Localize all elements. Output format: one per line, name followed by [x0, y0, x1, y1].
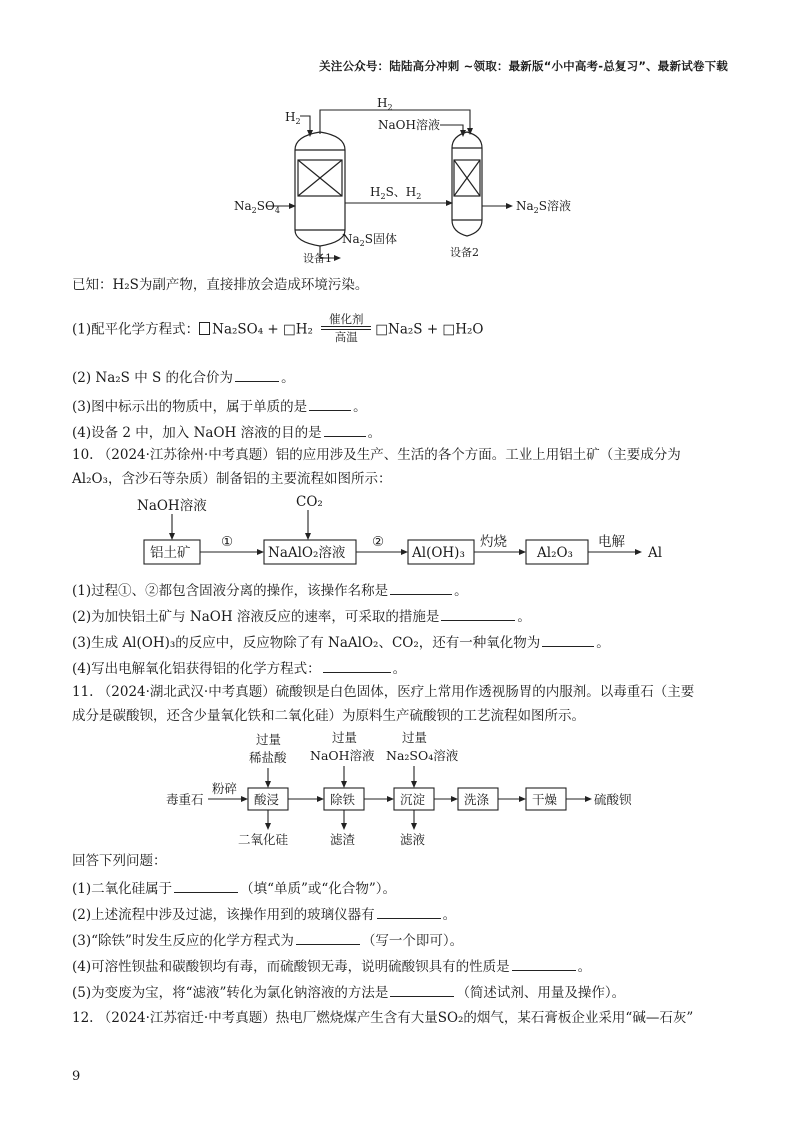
na2so4-amount-label: 过量: [402, 730, 428, 745]
device-1-label: 设备1: [303, 252, 332, 265]
silica-output-label: 二氧化硅: [238, 832, 289, 847]
h2s-h2-label: $H_2S$、$H_2$: [370, 185, 422, 201]
answer-blank[interactable]: [324, 422, 366, 437]
answer-blank[interactable]: [174, 878, 238, 893]
q11-part1: [72, 878, 396, 898]
reaction-condition: [321, 312, 371, 344]
answer-box[interactable]: [199, 322, 210, 335]
q11-answer-intro: 回答下列问题：: [72, 853, 167, 869]
q10-part1-text: (1)过程①、②都包含固液分离的操作，该操作名称是: [72, 583, 389, 599]
filtrate-output-label: 滤液: [400, 832, 426, 847]
bauxite-label: 铝土矿: [150, 545, 191, 561]
answer-blank[interactable]: [296, 930, 360, 945]
naoh-solution-label: NaOH溶液: [378, 118, 440, 132]
q10-part1-end: 。: [454, 583, 468, 599]
catalyst-label: 催化剂: [329, 312, 364, 326]
naoh-amount-label: 过量: [332, 730, 358, 745]
device-diagram: [0, 0, 800, 270]
page-header: 关注公众号：陆陆高分冲刺 ~领取：最新版“小中高考-总复习”、最新试卷下载: [319, 59, 728, 73]
q10-part3-end: 。: [596, 635, 610, 651]
crush-label: 粉碎: [212, 781, 238, 796]
q10-part2: [72, 606, 531, 626]
iron-removal-label: 除铁: [330, 792, 356, 807]
q11-part2-end: 。: [442, 907, 457, 923]
q11-part4: [72, 956, 591, 976]
na2s-solution-label: $Na_2S$溶液: [516, 199, 571, 215]
calcine-label: 灼烧: [480, 534, 507, 550]
q9-part2: [72, 367, 295, 387]
step-2-label: ②: [372, 534, 385, 550]
na2so4-reagent-label: Na₂SO₄溶液: [386, 748, 459, 763]
q10-part3: [72, 632, 610, 652]
q9-part1: [72, 314, 483, 346]
aluminum-product-label: Al: [648, 545, 663, 561]
q11-part4-text: (4)可溶性钡盐和碳酸钡均有毒，而硫酸钡无毒，说明硫酸钡具有的性质是: [72, 959, 510, 975]
precipitation-label: 沉淀: [400, 792, 426, 807]
q9-part4: [72, 422, 381, 442]
q9-part2-end: 。: [281, 370, 295, 386]
naoh-reagent-label: NaOH溶液: [310, 748, 375, 763]
barium-sulfate-flow-diagram: [0, 730, 800, 850]
answer-blank[interactable]: [377, 904, 441, 919]
q9-eq-right: □Na₂S + □H₂O: [375, 321, 484, 338]
drying-label: 干燥: [532, 792, 558, 807]
naalo2-label: NaAlO₂溶液: [268, 545, 346, 561]
q11-part1-end: （填“单质”或“化合物”）。: [240, 881, 396, 897]
q11-intro-line1: 11. （2024·湖北武汉·中考真题）硫酸钡是白色固体，医疗上常用作透视肠胃的内服剂。以毒重石（主要: [72, 684, 695, 700]
temperature-label: 高温: [334, 330, 358, 344]
answer-blank[interactable]: [512, 956, 576, 971]
q11-part3-end: （写一个即可）。: [361, 933, 464, 949]
q9-part4-text: (4)设备 2 中，加入 NaOH 溶液的目的是: [72, 425, 322, 441]
q10-part3-text: (3)生成 Al(OH)₃的反应中，反应物除了有 NaAlO₂、CO₂，还有一种氧化物为: [72, 635, 541, 651]
answer-blank[interactable]: [235, 367, 279, 382]
electrolysis-label: 电解: [598, 534, 625, 550]
washing-label: 洗涤: [464, 792, 490, 807]
answer-blank[interactable]: [542, 632, 594, 647]
answer-blank[interactable]: [323, 658, 391, 673]
q11-part5-text: (5)为变废为宝，将“滤液”转化为氯化钠溶液的方法是: [72, 985, 389, 1001]
device-1-vessel: [295, 132, 345, 246]
q10-part2-end: 。: [517, 609, 531, 625]
h2-top-label: $H_2$: [377, 96, 393, 112]
q9-eq-left: Na₂SO₄ + □H₂: [212, 321, 313, 338]
q10-part4-end: 。: [392, 661, 407, 677]
q9-part2-text: (2) Na₂S 中 S 的化合价为: [72, 370, 234, 386]
q10-intro-line2: Al₂O₃，含沙石等杂质）制备铝的主要流程如图所示：: [72, 471, 392, 487]
q10-intro-line1: 10. （2024·江苏徐州·中考真题）铝的应用涉及生产、生活的各个方面。工业上用铝土矿（主要成分为: [72, 447, 681, 463]
q9-part3-text: (3)图中标示出的物质中，属于单质的是: [72, 399, 308, 415]
aluminum-flow-diagram: [0, 490, 800, 580]
step-1-label: ①: [221, 534, 234, 550]
barium-sulfate-label: 硫酸钡: [594, 792, 632, 807]
q11-intro-line2: 成分是碳酸钡，还含少量氧化铁和二氧化硅）为原料生产硫酸钡的工艺流程如图所示。: [72, 708, 585, 724]
q10-part4-text: (4)写出电解氧化铝获得铝的化学方程式：: [72, 661, 321, 677]
na2so4-label: $Na_2SO_4$: [234, 199, 280, 215]
q11-part2-text: (2)上述流程中涉及过滤，该操作用到的玻璃仪器有: [72, 907, 375, 923]
q12-intro: 12. （2024·江苏宿迁·中考真题）热电厂燃烧煤产生含有大量SO₂的烟气，某石膏板企业采用“碱—石灰”: [72, 1010, 694, 1026]
na2s-solid-label: $Na_2S$固体: [342, 232, 397, 248]
q11-part3-text: (3)“除铁”时发生反应的化学方程式为: [72, 933, 294, 949]
answer-blank[interactable]: [390, 982, 454, 997]
q10-part1: [72, 580, 468, 600]
witherite-label: 毒重石: [166, 792, 204, 807]
answer-blank[interactable]: [390, 580, 452, 595]
q9-known: 已知：H₂S为副产物，直接排放会造成环境污染。: [72, 277, 369, 293]
device-2-vessel: [452, 132, 482, 236]
q11-part4-end: 。: [577, 959, 592, 975]
q9-part3-end: 。: [353, 399, 367, 415]
hcl-reagent-label: 稀盐酸: [249, 750, 287, 765]
q10-part4: [72, 658, 406, 678]
co2-reagent-label: CO₂: [296, 494, 323, 510]
h2-left-label: $H_2$: [285, 110, 301, 126]
q10-part2-text: (2)为加快铝土矿与 NaOH 溶液反应的速率，可采取的措施是: [72, 609, 440, 625]
naoh-reagent-label: NaOH溶液: [137, 498, 207, 514]
acid-leach-label: 酸浸: [254, 792, 280, 807]
hcl-amount-label: 过量: [256, 732, 282, 747]
page-number: 9: [72, 1069, 81, 1084]
answer-blank[interactable]: [309, 396, 351, 411]
q11-part5-end: （简述试剂、用量及操作）。: [456, 985, 626, 1001]
q11-part2: [72, 904, 456, 924]
al2o3-label: Al₂O₃: [537, 545, 573, 561]
device-2-label: 设备2: [450, 246, 479, 259]
answer-blank[interactable]: [441, 606, 515, 621]
q11-part3: [72, 930, 463, 950]
q9-part4-end: 。: [367, 425, 382, 441]
aloh3-label: Al(OH)₃: [412, 545, 465, 561]
q11-part1-text: (1)二氧化硅属于: [72, 881, 173, 897]
q9-part3: [72, 396, 367, 416]
q9-part1-prefix: (1)配平化学方程式：: [72, 321, 200, 338]
q11-part5: [72, 982, 625, 1002]
residue-output-label: 滤渣: [330, 832, 356, 847]
